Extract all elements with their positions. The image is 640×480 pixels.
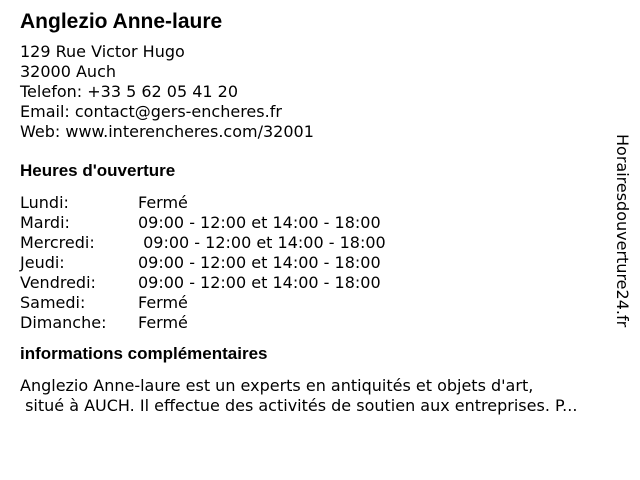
- street-address: 129 Rue Victor Hugo: [20, 42, 185, 61]
- hours-row-friday: [20, 273, 620, 293]
- site-watermark: [611, 134, 633, 346]
- email-line: Email: contact@gers-encheres.fr: [20, 102, 282, 121]
- time-value: Fermé: [138, 193, 188, 212]
- time-value: 09:00 - 12:00 et 14:00 - 18:00: [138, 273, 381, 292]
- hours-row-wednesday: [20, 233, 620, 253]
- hours-table: [20, 193, 620, 333]
- time-value: Fermé: [138, 293, 188, 312]
- business-card: [20, 10, 620, 416]
- phone-line: Telefon: +33 5 62 05 41 20: [20, 82, 239, 101]
- site-watermark-text: Horairesdouverture24.fr: [613, 134, 632, 328]
- hours-row-monday: [20, 193, 620, 213]
- web-line: Web: www.interencheres.com/32001: [20, 122, 314, 141]
- day-label: Vendredi:: [20, 273, 96, 292]
- hours-row-sunday: [20, 313, 620, 333]
- info-line-1: Anglezio Anne-laure est un experts en antiquités et objets d'art,: [20, 376, 534, 395]
- postal-city: 32000 Auch: [20, 62, 117, 81]
- time-value: 09:00 - 12:00 et 14:00 - 18:00: [138, 253, 381, 272]
- hours-heading: Heures d'ouverture: [20, 161, 176, 180]
- hours-row-tuesday: [20, 213, 620, 233]
- time-value: 09:00 - 12:00 et 14:00 - 18:00: [138, 233, 386, 252]
- info-description: [20, 376, 632, 416]
- day-label: Dimanche:: [20, 313, 107, 332]
- day-label: Samedi:: [20, 293, 86, 312]
- day-label: Lundi:: [20, 193, 69, 212]
- address-block: [20, 42, 620, 142]
- day-label: Mercredi:: [20, 233, 95, 252]
- business-name: Anglezio Anne-laure: [20, 10, 223, 33]
- info-line-2: situé à AUCH. Il effectue des activités de soutien aux entreprises. P...: [20, 396, 578, 415]
- time-value: Fermé: [138, 313, 188, 332]
- info-heading: informations complémentaires: [20, 344, 268, 363]
- hours-row-saturday: [20, 293, 620, 313]
- day-label: Jeudi:: [20, 253, 65, 272]
- day-label: Mardi:: [20, 213, 70, 232]
- time-value: 09:00 - 12:00 et 14:00 - 18:00: [138, 213, 381, 232]
- hours-row-thursday: [20, 253, 620, 273]
